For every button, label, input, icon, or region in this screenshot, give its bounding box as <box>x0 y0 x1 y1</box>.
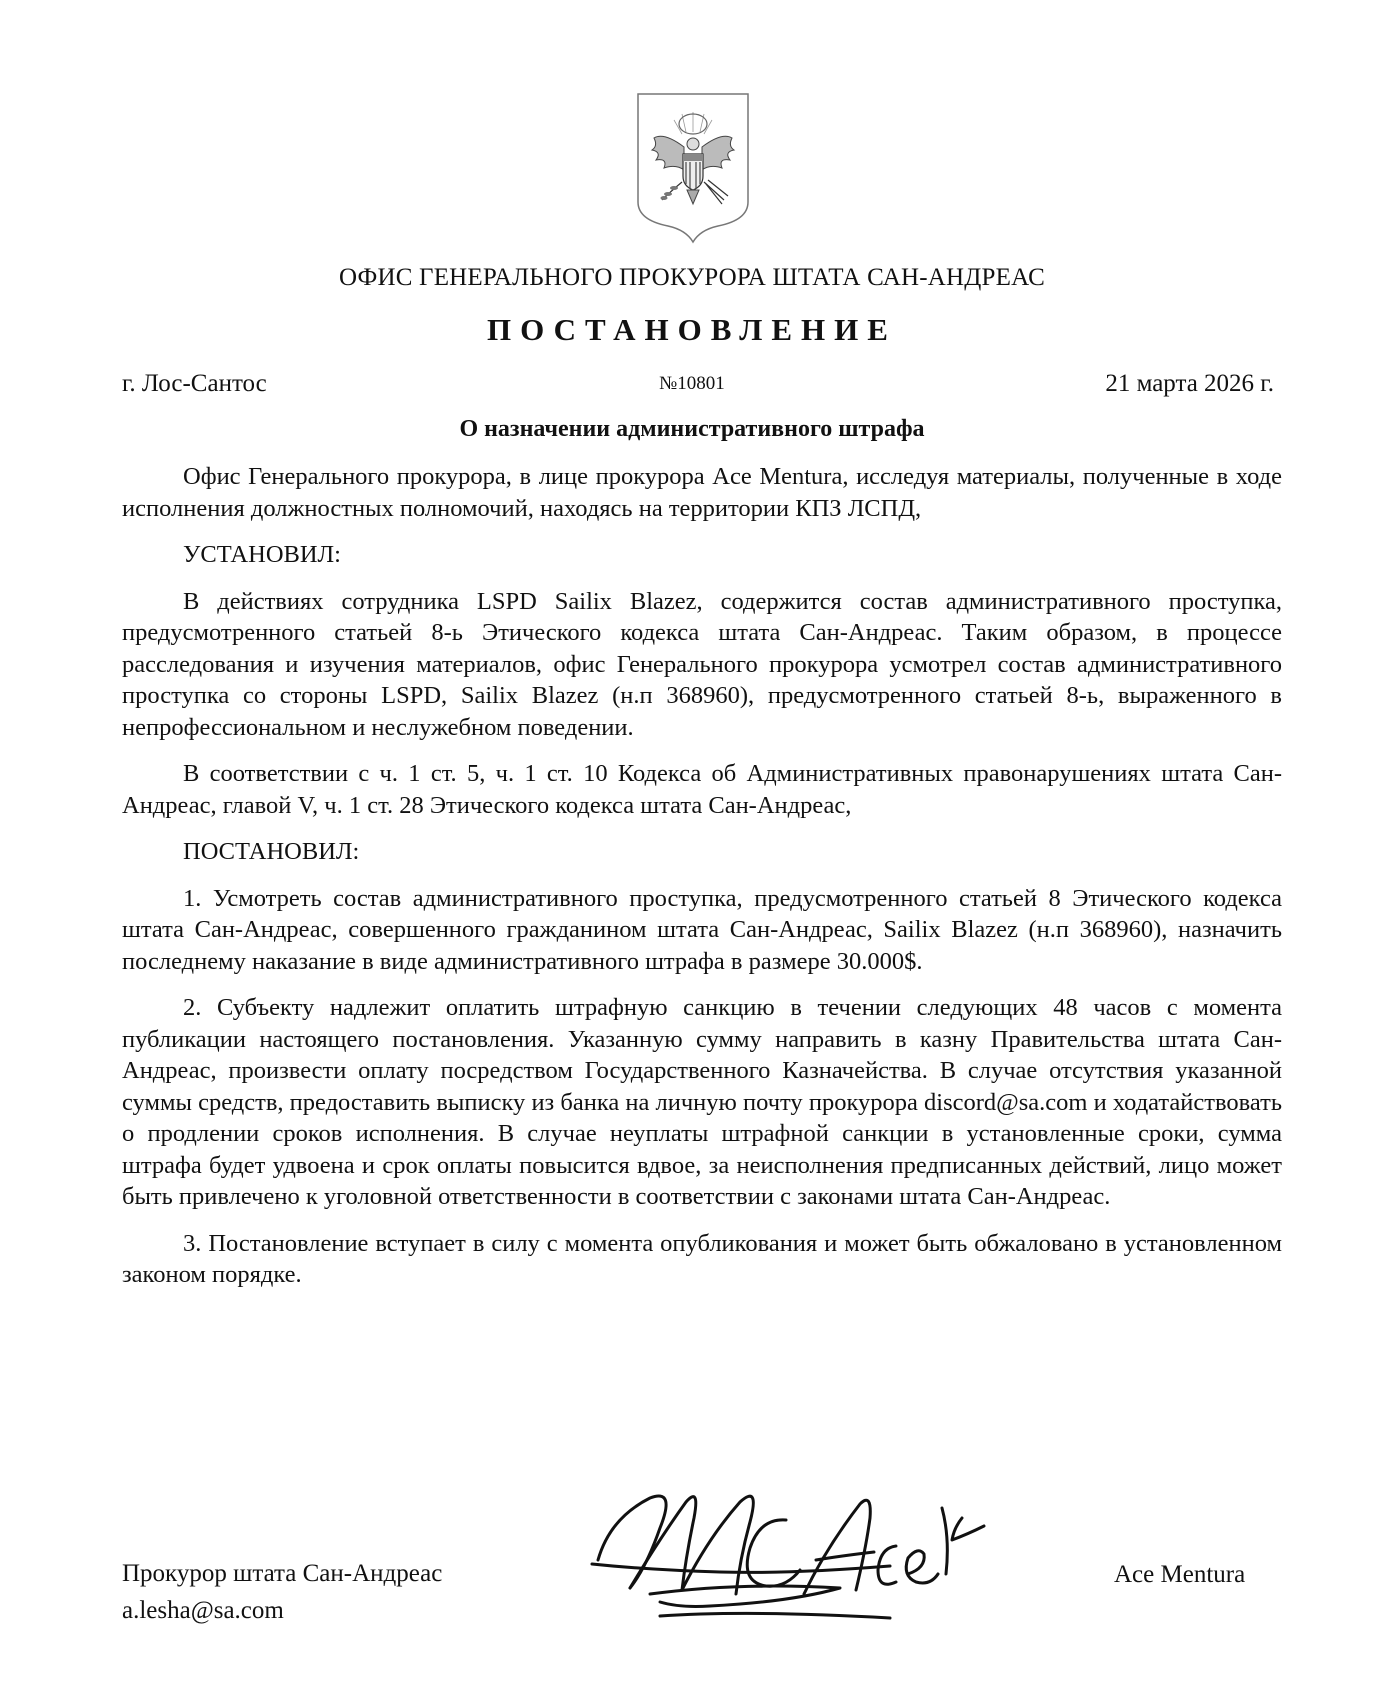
resolution-item-3: 3. Постановление вступает в силу с момента опубликования и может быть обжаловано в установленном законом порядке. <box>122 1229 1282 1288</box>
signer-block <box>122 1555 442 1629</box>
resolved-heading: ПОСТАНОВИЛ: <box>183 838 360 865</box>
document-city: г. Лос-Сантос <box>122 370 267 397</box>
eagle-coat-of-arms-icon <box>634 92 752 244</box>
signer-email: a.lesha@sa.com <box>122 1597 284 1624</box>
document-number: №10801 <box>659 373 725 394</box>
document-body <box>122 461 1282 1306</box>
document-subject: О назначении административного штрафа <box>459 416 925 442</box>
document-title: ПОСТАНОВЛЕНИЕ <box>487 312 897 347</box>
intro-paragraph: Офис Генерального прокурора, в лице прокурора Ace Mentura, исследуя материалы, полученные в ходе исполнения должностных полномочий, находясь на территории КПЗ ЛСПД, <box>122 463 1282 522</box>
resolution-item-2: 2. Субъекту надлежит оплатить штрафную санкцию в течении следующих 48 часов с момента публикации настоящего постановления. Указанную сумму направить в казну Правительства штата Сан-Андреас, произвести оплату посредством Государственного Казначейства. В случае отсутствия указанной суммы средств, предоставить выписку из банка на личную почту прокурора discord@sa.com и ходатайствовать о продлении сроков исполнения. В случае неуплаты штрафной санкции в установленные сроки, сумма штрафа будет удвоена и срок оплаты повысится вдвое, за неисполнения предписанных действий, лицо может быть привлечено к уголовной ответственности в соответствии с законами штата Сан-Андреас. <box>122 994 1282 1210</box>
resolution-item-1: 1. Усмотреть состав административного проступка, предусмотренного статьей 8 Этического кодекса штата Сан-Андреас, совершенного гражданином штата Сан-Андреас, Sailix Blazez (н.п 368960), назначить последнему наказание в виде административного штрафа в размере 30.000$. <box>122 884 1282 975</box>
document-date: 21 марта 2026 г. <box>1105 370 1274 397</box>
established-paragraph: В действиях сотрудника LSPD Sailix Blazez, содержится состав административного проступка, предусмотренного статьей 8-ь Этического кодекса штата Сан-Андреас. Таким образом, в процессе расследования и изучения материалов, офис Генерального прокурора усмотрел состав административного проступка со стороны LSPD, Sailix Blazez (н.п 368960), предусмотренного статьей 8-ь, выраженного в непрофессиональном и неслужебном поведении. <box>122 587 1282 741</box>
established-heading: УСТАНОВИЛ: <box>183 541 341 568</box>
handwritten-signature-icon <box>590 1478 1010 1638</box>
organization-name: ОФИС ГЕНЕРАЛЬНОГО ПРОКУРОРА ШТАТА САН-АНДРЕАС <box>338 264 1046 291</box>
legal-basis-paragraph: В соответствии с ч. 1 ст. 5, ч. 1 ст. 10 Кодекса об Административных правонарушениях штата Сан-Андреас, главой V, ч. 1 ст. 28 Этического кодекса штата Сан-Андреас, <box>122 760 1282 819</box>
signer-name: Ace Mentura <box>1114 1561 1246 1588</box>
signer-position: Прокурор штата Сан-Андреас <box>122 1560 443 1587</box>
